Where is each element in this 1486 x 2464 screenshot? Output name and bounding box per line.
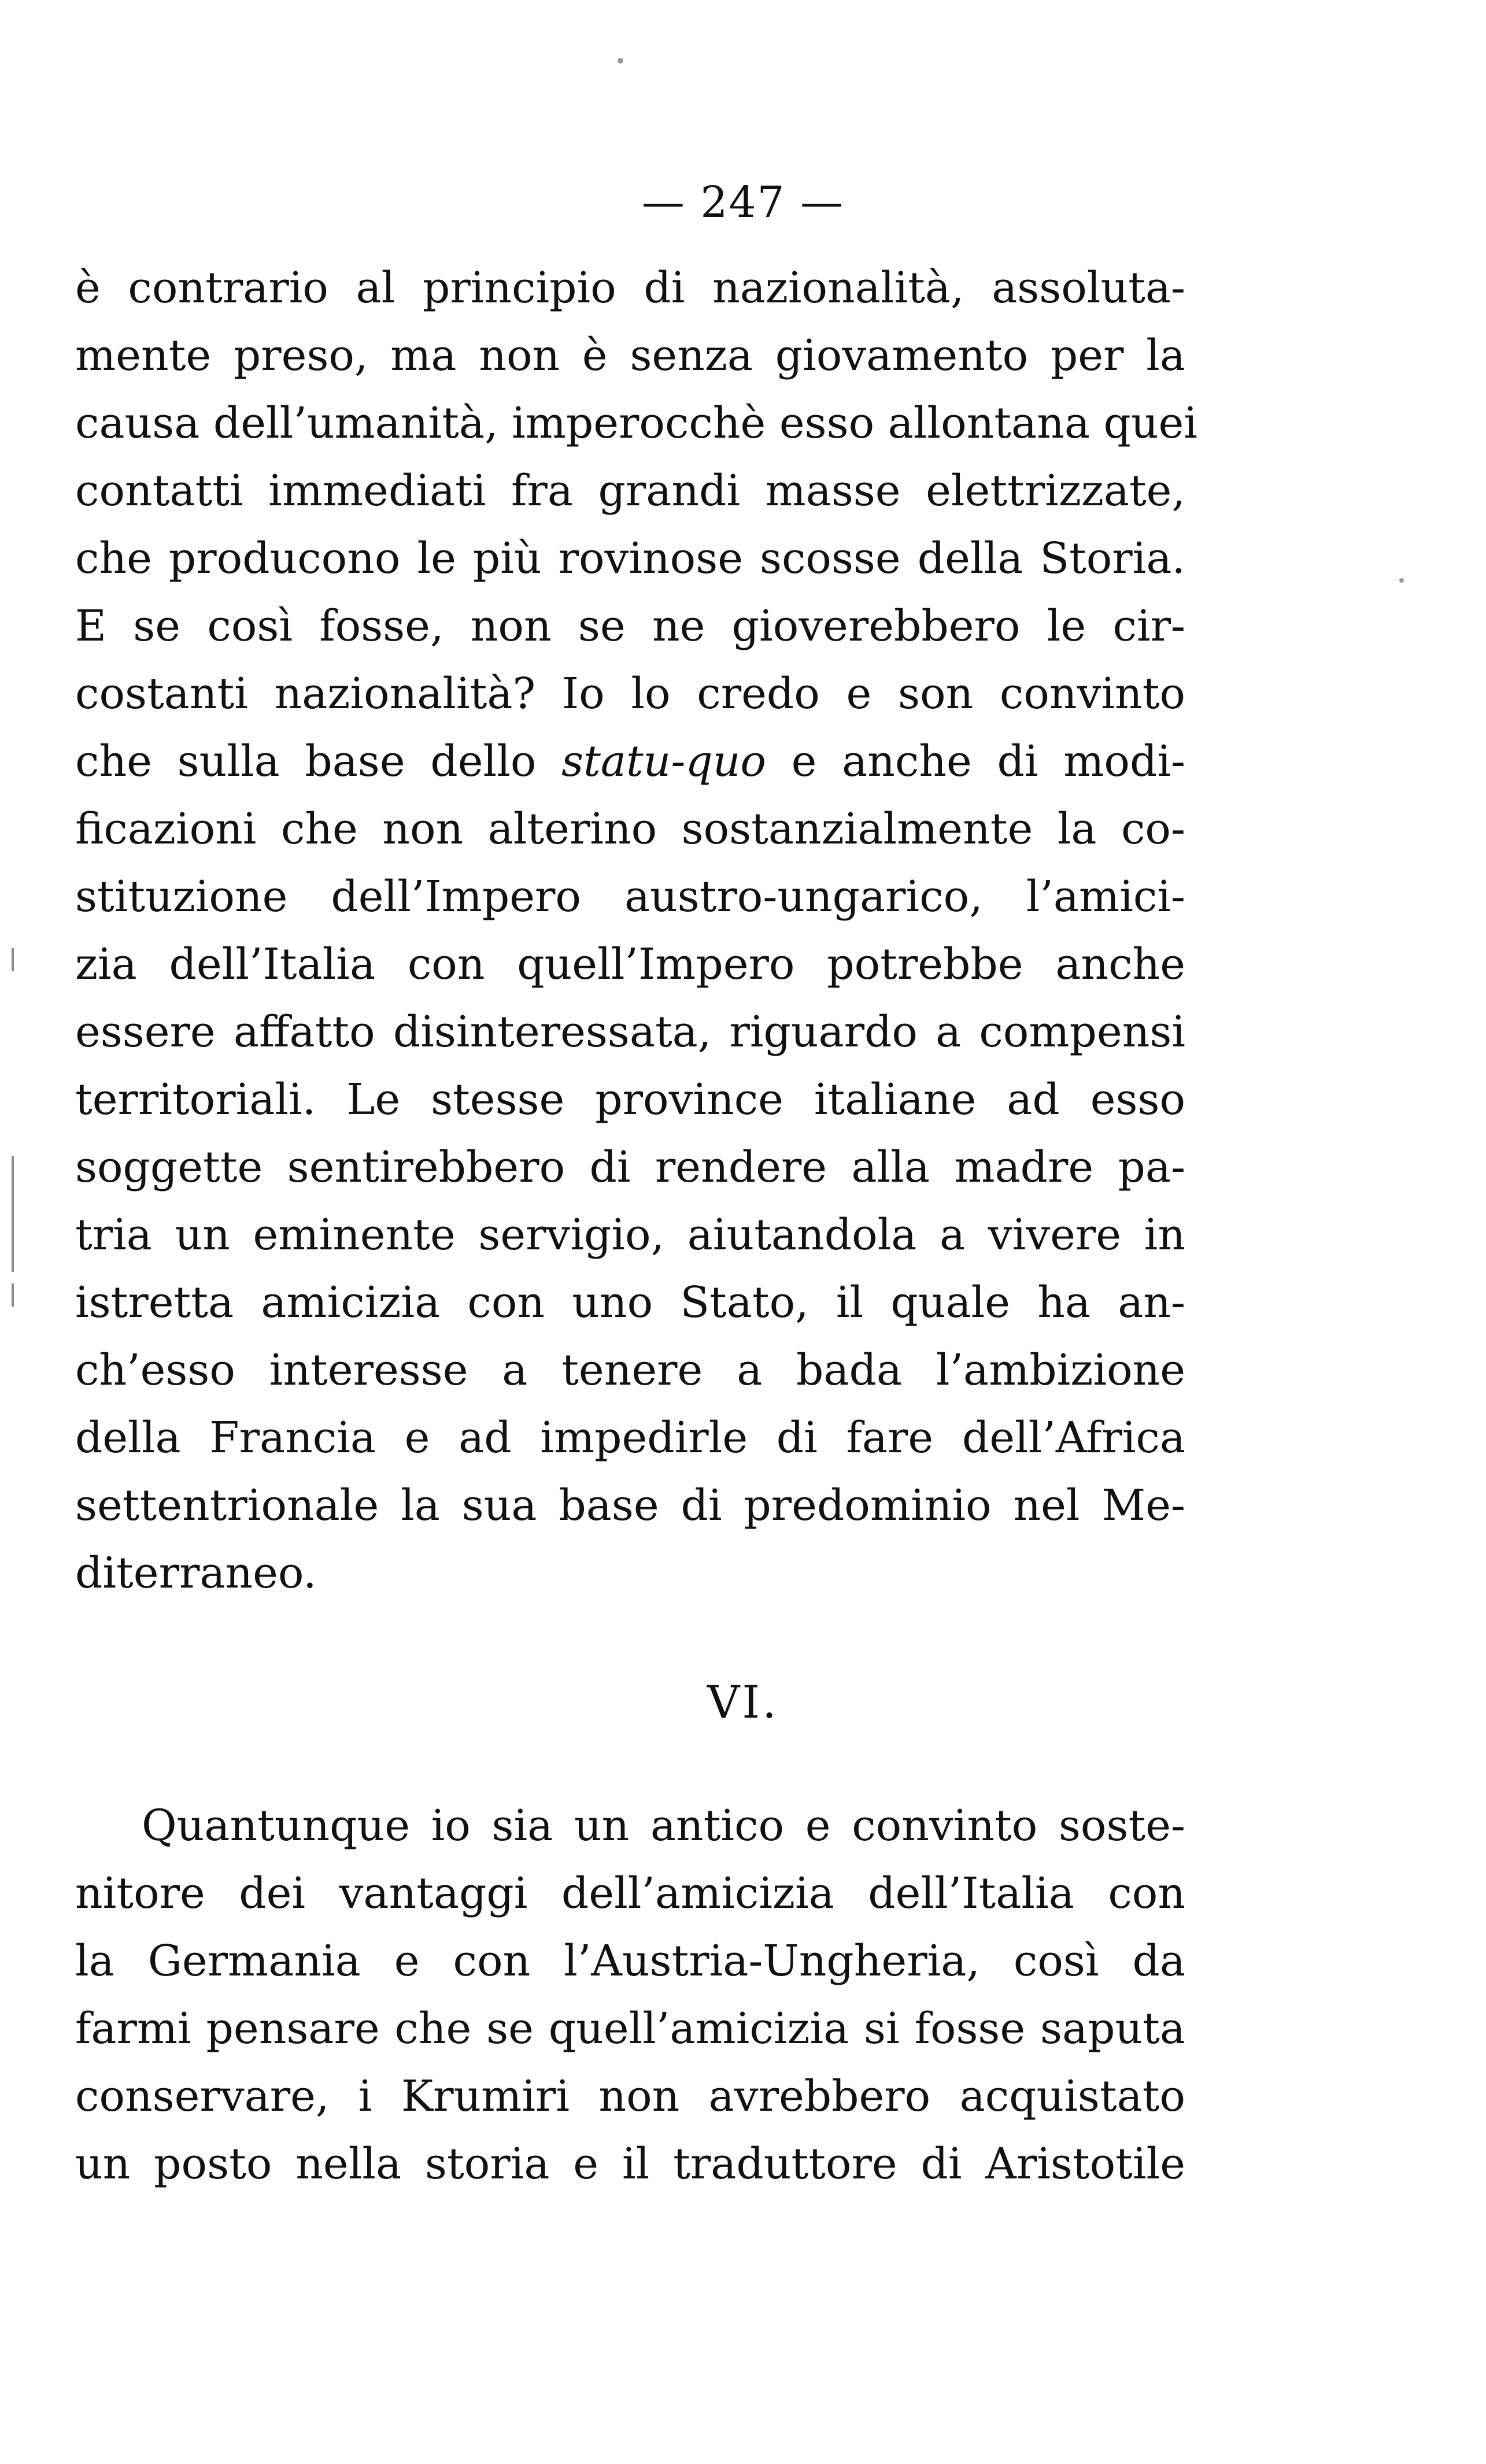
text-line: zia dell’Italia con quell’Impero potrebbe anche: [75, 939, 1185, 989]
text-line: conservare, i Krumiri non avrebbero acquistato: [75, 2071, 1185, 2121]
text-line: essere affatto disinteressata, riguardo a compensi: [75, 1007, 1185, 1057]
page-number: — 247 —: [641, 177, 845, 227]
text-line: causa dell’umanità, imperocchè esso allontana quei: [75, 398, 1197, 448]
text-line: la Germania e con l’Austria-Ungheria, così da: [75, 1936, 1185, 1986]
text-line: settentrionale la sua base di predominio nel Me-: [75, 1481, 1185, 1530]
text-line: soggette sentirebbero di rendere alla madre pa-: [75, 1142, 1185, 1192]
text-line: ch’esso interesse a tenere a bada l’ambizione: [75, 1345, 1185, 1395]
italic-term: statu-quo: [561, 737, 766, 786]
text-line: farmi pensare che se quell’amicizia si fosse saputa: [75, 2004, 1185, 2054]
text-line: ficazioni che non alterino sostanzialmente la co-: [75, 804, 1185, 854]
text-line: E se così fosse, non se ne gioverebbero le cir-: [75, 601, 1185, 651]
text-line: [75, 728, 1185, 796]
margin-mark: [12, 1156, 14, 1272]
text-line: è contrario al principio di nazionalità, assoluta-: [75, 263, 1185, 313]
margin-mark: [12, 948, 14, 971]
text-line: che producono le più rovinose scosse della Storia.: [75, 534, 1185, 583]
text-segment: e anche di modi-: [766, 737, 1185, 786]
print-speck: [618, 58, 623, 64]
text-line: nitore dei vantaggi dell’amicizia dell’Italia con: [75, 1869, 1185, 1918]
text-line: diterraneo.: [75, 1548, 317, 1598]
print-speck: [1399, 578, 1404, 583]
text-line: territoriali. Le stesse province italiane ad esso: [75, 1075, 1185, 1124]
text-line: tria un eminente servigio, aiutandola a vivere in: [75, 1210, 1185, 1260]
text-line: istretta amicizia con uno Stato, il quale ha an-: [75, 1278, 1185, 1327]
text-line: mente preso, ma non è senza giovamento per la: [75, 331, 1185, 380]
text-line: della Francia e ad impedirle di fare dell’Africa: [75, 1413, 1185, 1463]
text-line: Quantunque io sia un antico e convinto soste-: [142, 1801, 1185, 1851]
text-segment: che sulla base dello: [75, 737, 562, 786]
text-line: costanti nazionalità? Io lo credo e son convinto: [75, 669, 1185, 719]
body-paragraph: [75, 254, 1197, 1607]
text-line: un posto nella storia e il traduttore di Aristotile: [75, 2139, 1185, 2189]
body-paragraph: [75, 1792, 1185, 2198]
text-line: contatti immediati fra grandi masse elettrizzate,: [75, 466, 1185, 516]
margin-mark: [12, 1283, 14, 1307]
text-line: stituzione dell’Impero austro-ungarico, l’amici-: [75, 872, 1185, 922]
section-heading: VI.: [707, 1677, 779, 1729]
